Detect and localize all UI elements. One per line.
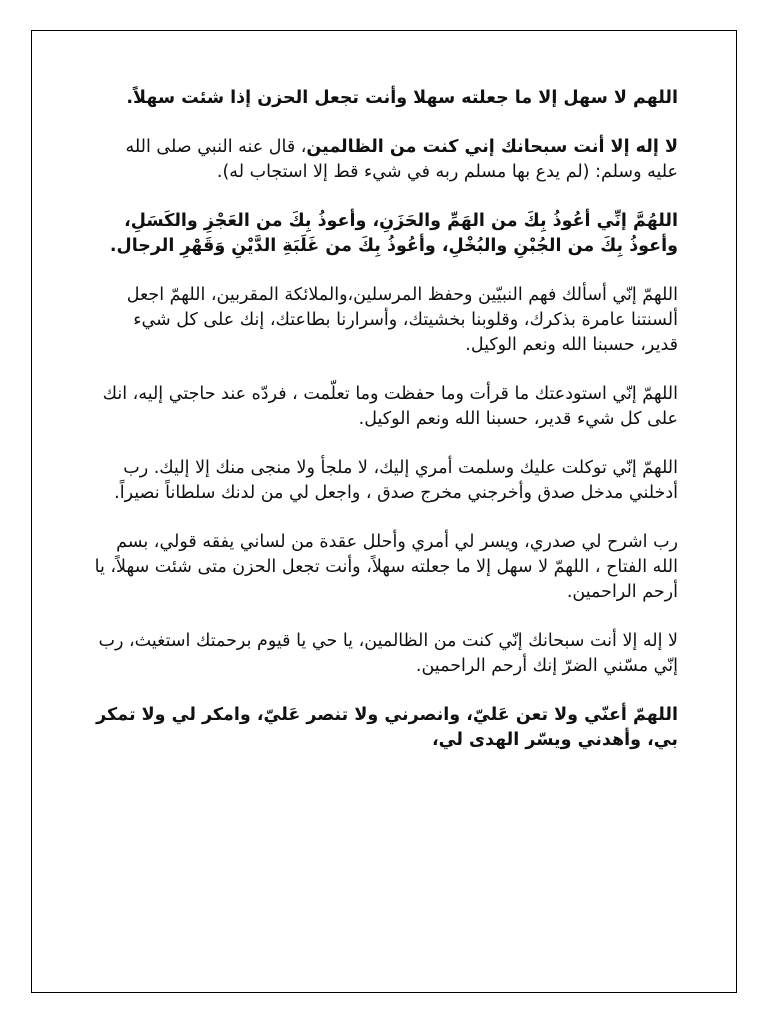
paragraph-1: اللهم لا سهل إلا ما جعلته سهلا وأنت تجعل الحزن إذا شئت سهلاً.: [126, 88, 678, 108]
paragraph-7: رب اشرح لي صدري، ويسر لي أمري وأحلل عقدة من لساني يفقه قولي، بسم الله الفتاح ، اللهمّ لا سهل إلا ما جعلته سهلاً، وأنت تجعل الحزن متى شئت سهلاً، يا أرحم الراحمين.: [94, 532, 678, 602]
paragraph-8: لا إله إلا أنت سبحانك إنّي كنت من الظالمين، يا حي يا قيوم برحمتك استغيث، رب إنّي مسّني الضرّ إنك أرحم الراحمين.: [98, 631, 678, 676]
paragraph-2-bold: لا إله إلا أنت سبحانك إني كنت من الظالمين: [306, 137, 678, 157]
paragraph-6: اللهمّ إنّي توكلت عليك وسلمت أمري إليك، لا ملجأ ولا منجى منك إلا إليك. رب أدخلني مدخل صدق وأخرجني مخرج صدق ، واجعل لي من لدنك سلطاناً نصيراً.: [114, 458, 678, 503]
document-page: [31, 30, 737, 993]
paragraph-5: اللهمّ إنّي استودعتك ما قرأت وما حفظت وما تعلّمت ، فردّه عند حاجتي إليه، انك على كل شيء قدير، حسبنا الله ونعم الوكيل.: [102, 384, 678, 429]
document-body: [94, 86, 678, 777]
paragraph-2-rest: ، قال عنه النبي صلى الله عليه وسلم: (لم يدع بها مسلم ربه في شيء قط إلا استجاب له).: [125, 137, 678, 182]
paragraph-3: اللهُمَّ إنِّي أعُوذُ بِكَ من الهَمِّ والحَزَنِ، وأعوذُ بِكَ من العَجْزِ والكَسَلِ، وأعوذُ بِكَ من الجُبْنِ والبُخْلِ، وأعُوذُ بِكَ من غَلَبَةِ الدَّيْنِ وَقَهْرِ الرجال.: [109, 211, 678, 256]
paragraph-9: اللهمّ أعنّي ولا تعن عَليّ، وانصرني ولا تنصر عَليّ، وامكر لي ولا تمكر بي، وأهدني ويسّر الهدى لي،: [96, 705, 678, 750]
paragraph-2: [94, 135, 678, 185]
paragraph-4: اللهمّ إنّي أسألك فهم النبيّين وحفظ المرسلين،والملائكة المقربين، اللهمّ اجعل ألسنتنا عامرة بذكرك، وقلوبنا بخشيتك، وأسرارنا بطاعتك، إنك على كل شيء قدير، حسبنا الله ونعم الوكيل.: [126, 285, 678, 355]
